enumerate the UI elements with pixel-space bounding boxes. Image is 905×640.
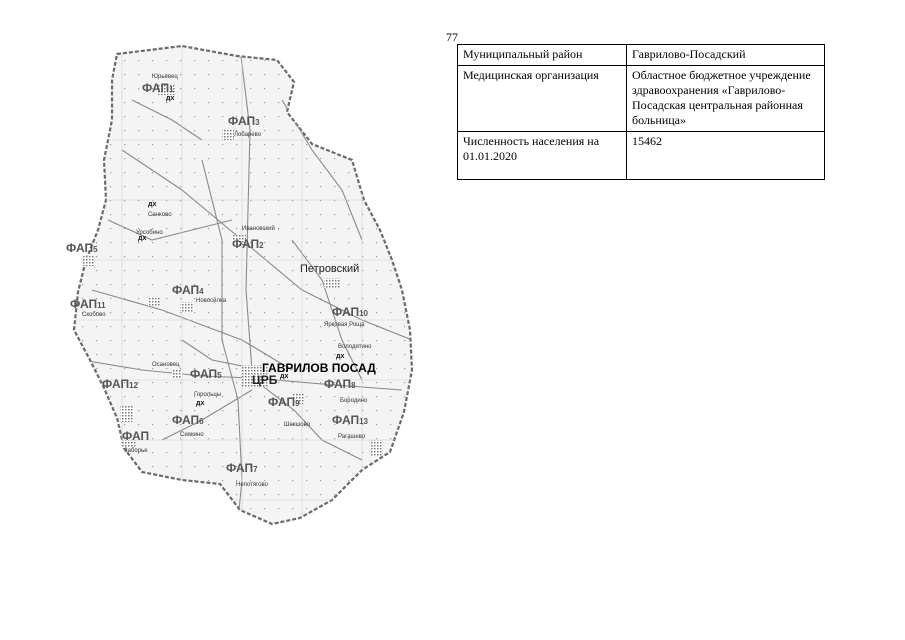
row-value-organization: Областное бюджетное учреждение здравоохранения «Гаврилово-Посадская центральная районная больница» bbox=[627, 66, 825, 132]
table-row bbox=[458, 66, 825, 132]
settlement-label: Урсобино bbox=[136, 230, 163, 236]
settlement-label: Заборье bbox=[124, 448, 148, 454]
fap-marker: ФАП5 bbox=[190, 367, 222, 381]
fap-marker: ФАП8 bbox=[324, 377, 356, 391]
fap-marker: ФАП11 bbox=[70, 297, 106, 311]
settlement-label: Рагашево bbox=[338, 434, 366, 440]
row-value-district: Гаврилово-Посадский bbox=[627, 45, 825, 66]
fap-marker: ФАП9 bbox=[268, 395, 300, 409]
district-map bbox=[62, 40, 422, 530]
settlement-label: Шекшово bbox=[284, 422, 311, 428]
fap-marker: ФАП6 bbox=[172, 413, 204, 427]
fap-marker: ФАП10 bbox=[332, 305, 368, 319]
table-row bbox=[458, 45, 825, 66]
fap-marker: ФАП13 bbox=[332, 413, 368, 427]
settlement-label: Володятино bbox=[338, 344, 372, 350]
row-value-population: 15462 bbox=[627, 132, 825, 180]
district-map-svg bbox=[62, 40, 422, 530]
settlement-label: Ивановский bbox=[242, 226, 275, 232]
settlement-label: Горольцы bbox=[194, 392, 222, 398]
settlement-label: Ярковая Роща bbox=[324, 322, 365, 328]
settlement-label: Скобово bbox=[82, 312, 106, 318]
dx-marker: дх bbox=[196, 400, 205, 407]
fap-marker: ФАП12 bbox=[102, 377, 138, 391]
fap-marker: ФАП4 bbox=[172, 283, 204, 297]
settlement-label: Непотягово bbox=[236, 482, 268, 488]
page-number: 77 bbox=[446, 30, 458, 44]
fap-marker: ФАП7 bbox=[226, 461, 258, 475]
settlement-label: Осановец bbox=[152, 362, 180, 368]
fap-marker: ФАП3 bbox=[228, 114, 260, 128]
settlement-label: Новосёлка bbox=[196, 298, 227, 304]
row-label-organization: Медицинская организация bbox=[458, 66, 627, 132]
dx-marker: дх bbox=[166, 95, 175, 102]
settlement-label: Санково bbox=[148, 212, 172, 218]
settlement-label: Юрьевец bbox=[152, 74, 178, 80]
info-table bbox=[457, 44, 825, 180]
table-row bbox=[458, 132, 825, 180]
settlement-label: Лобарево bbox=[234, 132, 262, 138]
region-label: Петровский bbox=[300, 263, 360, 275]
settlement-label: Бородино bbox=[340, 398, 368, 404]
dx-marker: дх bbox=[280, 373, 289, 380]
city-label: ГАВРИЛОВ ПОСАД bbox=[262, 361, 376, 375]
settlement-label: Сиякино bbox=[180, 432, 204, 438]
fap-marker: ФАП1 bbox=[142, 81, 174, 95]
hospital-label: ЦРБ bbox=[252, 373, 278, 387]
fap-marker: ФАП2 bbox=[232, 237, 264, 251]
fap-marker: ФАП bbox=[122, 429, 150, 443]
dx-marker: дх bbox=[138, 235, 147, 242]
row-label-population: Численность населения на 01.01.2020 bbox=[458, 132, 627, 180]
fap-marker: ФАП5 bbox=[66, 241, 98, 255]
dx-marker: дх bbox=[336, 353, 345, 360]
dx-marker: дх bbox=[148, 201, 157, 208]
row-label-district: Муниципальный район bbox=[458, 45, 627, 66]
